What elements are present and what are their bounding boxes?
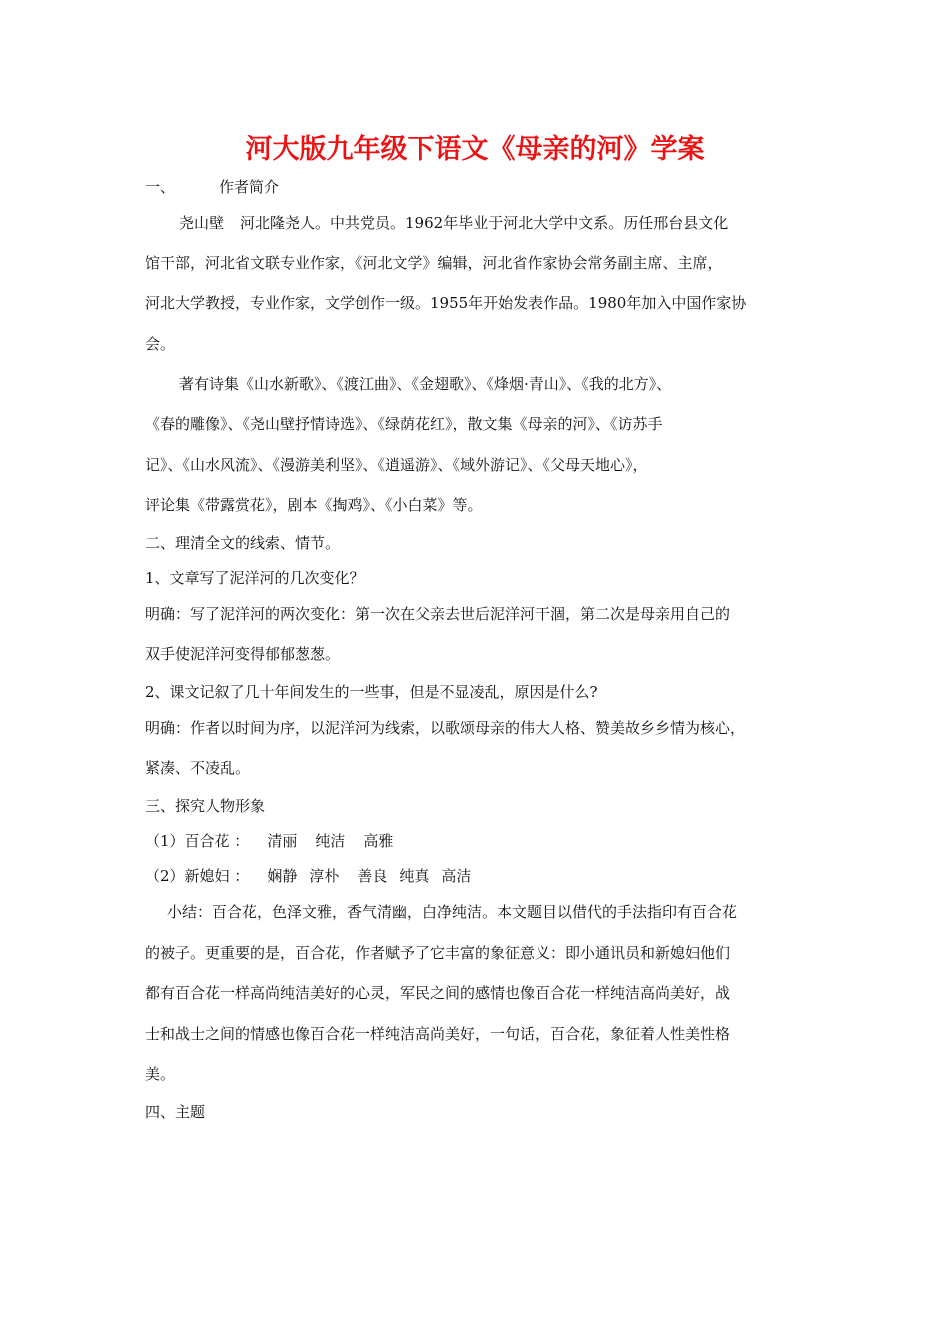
section-4-heading: 四、主题 (145, 1103, 206, 1121)
answer-2-line-1: 明确：作者以时间为序，以泥洋河为线索，以歌颂母亲的伟大人格、赞美故乡乡情为核心， (145, 719, 746, 737)
bio-line-2: 馆干部，河北省文联专业作家，《河北文学》编辑，河北省作家协会常务副主席、主席， (145, 254, 723, 272)
summary-line-5: 美。 (145, 1065, 176, 1083)
document-title: 河大版九年级下语文《母亲的河》学案 (245, 134, 705, 165)
answer-2-line-2: 紧凑、不凌乱。 (145, 759, 251, 777)
works-line-2: 《春的雕像》、《尧山壁抒情诗选》、《绿荫花红》，散文集《母亲的河》、《访苏手 (145, 415, 663, 433)
works-line-1: 著有诗集《山水新歌》、《渡江曲》、《金翅歌》、《烽烟·青山》、《我的北方》、 (179, 375, 672, 393)
question-1: 1、文章写了泥洋河的几次变化？ (145, 569, 365, 587)
works-line-4: 评论集《带露赏花》，剧本《掏鸡》、《小白菜》等。 (145, 496, 483, 514)
bio-line-1: 尧山壁 河北隆尧人。中共党员。1962年毕业于河北大学中文系。历任邢台县文化 (179, 214, 729, 232)
summary-line-1: 小结：百合花，色泽文雅，香气清幽，白净纯洁。本文题目以借代的手法指印有百合花 (167, 903, 738, 921)
question-2: 2、课文记叙了几十年间发生的一些事，但是不显凌乱，原因是什么? (145, 683, 598, 701)
answer-1-line-2: 双手使泥洋河变得郁郁葱葱。 (145, 645, 341, 663)
section-2-heading: 二、理清全文的线索、情节。 (145, 534, 341, 552)
section-1-number: 一、 (145, 178, 176, 196)
summary-line-4: 士和战士之间的情感也像百合花一样纯洁高尚美好，一句话，百合花，象征着人性美性格 (145, 1025, 731, 1043)
bio-line-4: 会。 (145, 335, 176, 353)
section-1-heading (145, 177, 279, 197)
section-1-title: 作者简介 (219, 178, 280, 196)
author-name: 尧山壁 (179, 214, 225, 232)
character-2: （2）新媳妇 ： 娴静 淳朴 善良 纯真 高洁 (145, 867, 472, 885)
summary-line-2: 的被子。更重要的是，百合花，作者赋予了它丰富的象征意义：即小通讯员和新媳妇他们 (145, 944, 731, 962)
section-3-heading: 三、探究人物形象 (145, 797, 266, 815)
character-1: （1）百合花 ： 清丽 纯洁 高雅 (145, 832, 394, 850)
character-2-label: （2）新媳妇 ： (145, 867, 250, 885)
answer-1-line-1: 明确：写了泥洋河的两次变化：第一次在父亲去世后泥洋河干涸，第二次是母亲用自己的 (145, 605, 731, 623)
summary-line-3: 都有百合花一样高尚纯洁美好的心灵，军民之间的感情也像百合花一样纯洁高尚美好，战 (145, 984, 731, 1002)
bio-line-3: 河北大学教授，专业作家，文学创作一级。1955年开始发表作品。1980年加入中国作家协 (145, 294, 747, 312)
works-line-3: 记》、《山水风流》、《漫游美利坚》、《逍遥游》、《域外游记》、《父母天地心》， (145, 456, 648, 474)
character-1-label: （1）百合花 ： (145, 832, 250, 850)
